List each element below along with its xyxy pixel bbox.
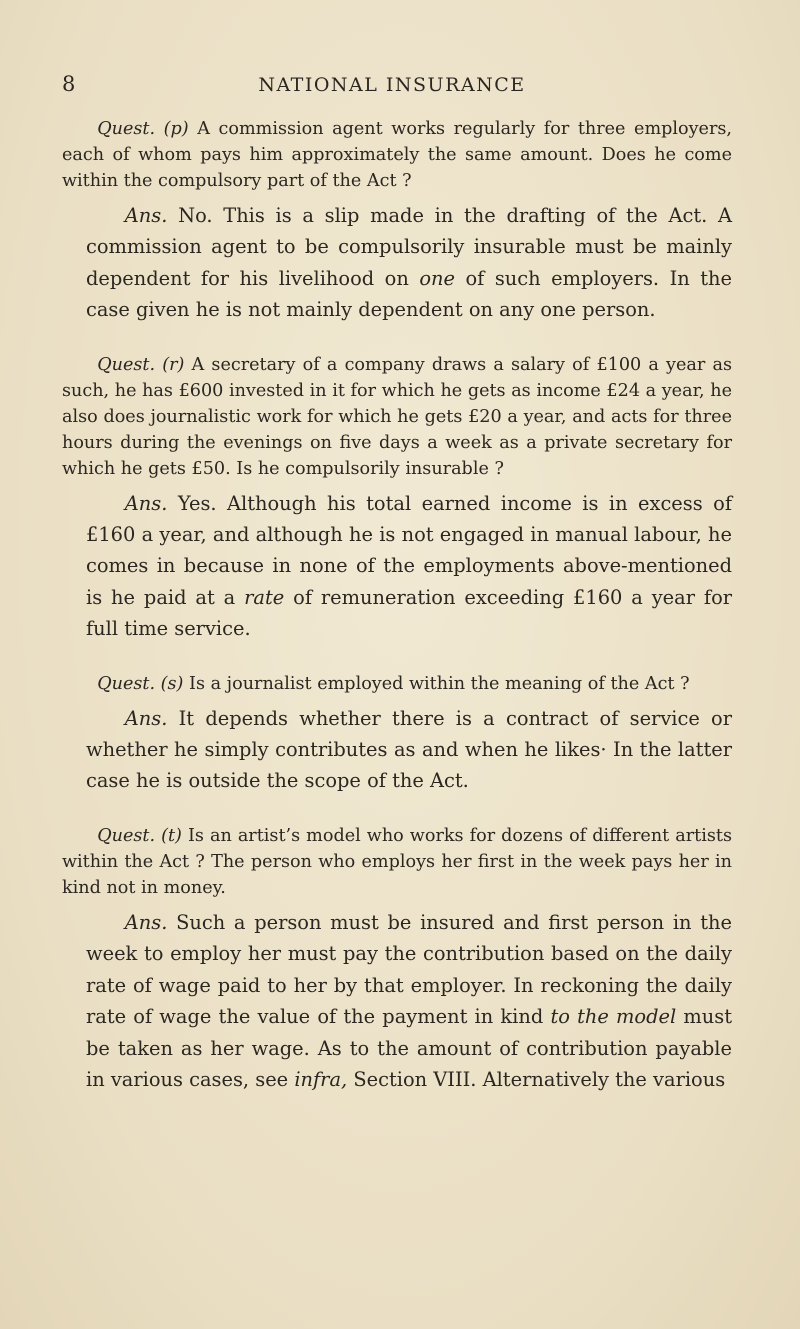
answer-emphasis: to the model xyxy=(550,1005,677,1029)
answer-s xyxy=(62,703,732,797)
question-p xyxy=(62,116,732,194)
page-number: 8 xyxy=(62,72,76,96)
question-label: Quest. xyxy=(97,673,156,694)
answer-emphasis: rate xyxy=(244,585,285,609)
answer-text: Yes. Although his total earned income is in excess of £160 a year, and although he is not engaged in manual labour, he comes in because in none of the employments above-mentioned is he paid at a xyxy=(86,491,732,609)
answer-t xyxy=(62,907,732,1095)
answer-text: No. This is a slip made in the drafting of the Act. A commission agent to be compulsorily insurable must be mainly dependent for his livelihood on xyxy=(86,204,732,290)
answer-label: Ans. xyxy=(124,706,168,730)
question-mark: (s) xyxy=(160,673,184,694)
question-mark: (p) xyxy=(163,119,189,139)
qa-block-r xyxy=(62,352,732,645)
answer-emphasis: one xyxy=(419,266,455,290)
answer-text-cont: must be taken as her wage. As to the amount of contribution payable in various cases, see xyxy=(86,1005,732,1091)
qa-block-p xyxy=(62,116,732,326)
answer-text: It depends whether there is a contract of service or whether he simply contributes as and when he likes· In the latter case he is outside the scope of the Act. xyxy=(86,706,732,793)
question-text: A secretary of a company draws a salary of £100 a year as such, he has £600 invested in it for which he gets as income £24 a year, he also does journalistic work for which he gets £20 a year, and acts for three hours during the evenings on five days a week as a private secretary for which he gets £50. Is he compulsorily insurable ? xyxy=(62,354,733,479)
page-body xyxy=(62,116,732,1121)
answer-text: Such a person must be insured and first person in the week to employ her must pay the contribution based on the daily rate of wage paid to her by that employer. In reckoning the daily rate of wage the value of the payment in kind xyxy=(86,910,732,1029)
answer-label: Ans. xyxy=(124,204,168,227)
question-t xyxy=(62,823,732,901)
question-r xyxy=(62,352,732,482)
question-label: Quest. xyxy=(97,119,156,139)
answer-text-cont: of remuneration exceeding £160 a year for full time service. xyxy=(86,585,733,641)
question-mark: (t) xyxy=(161,825,182,846)
page-header xyxy=(62,72,682,102)
question-text: A commission agent works regularly for three employers, each of whom pays him approximately the same amount. Does he come within the compulsory part of the Act ? xyxy=(62,119,732,191)
question-mark: (r) xyxy=(162,354,185,375)
answer-emphasis-2: infra, xyxy=(294,1067,348,1091)
question-text: Is a journalist employed within the meaning of the Act ? xyxy=(183,673,690,694)
qa-block-t xyxy=(62,823,732,1095)
answer-text-cont: of such employers. In the case given he is not mainly dependent on any one person. xyxy=(86,266,732,322)
question-label: Quest. xyxy=(97,354,156,375)
answer-label: Ans. xyxy=(124,491,168,515)
answer-text-cont-2: Section VIII. Alternatively the various xyxy=(347,1067,726,1091)
answer-p xyxy=(62,200,732,326)
question-text: Is an artist’s model who works for dozens of different artists within the Act ? The person who employs her first in the week pays her in kind not in money. xyxy=(62,825,732,898)
question-label: Quest. xyxy=(97,825,156,846)
running-title: NATIONAL INSURANCE xyxy=(258,74,526,96)
answer-label: Ans. xyxy=(124,910,168,934)
question-s xyxy=(62,671,732,697)
qa-block-s xyxy=(62,671,732,797)
answer-r xyxy=(62,488,732,645)
